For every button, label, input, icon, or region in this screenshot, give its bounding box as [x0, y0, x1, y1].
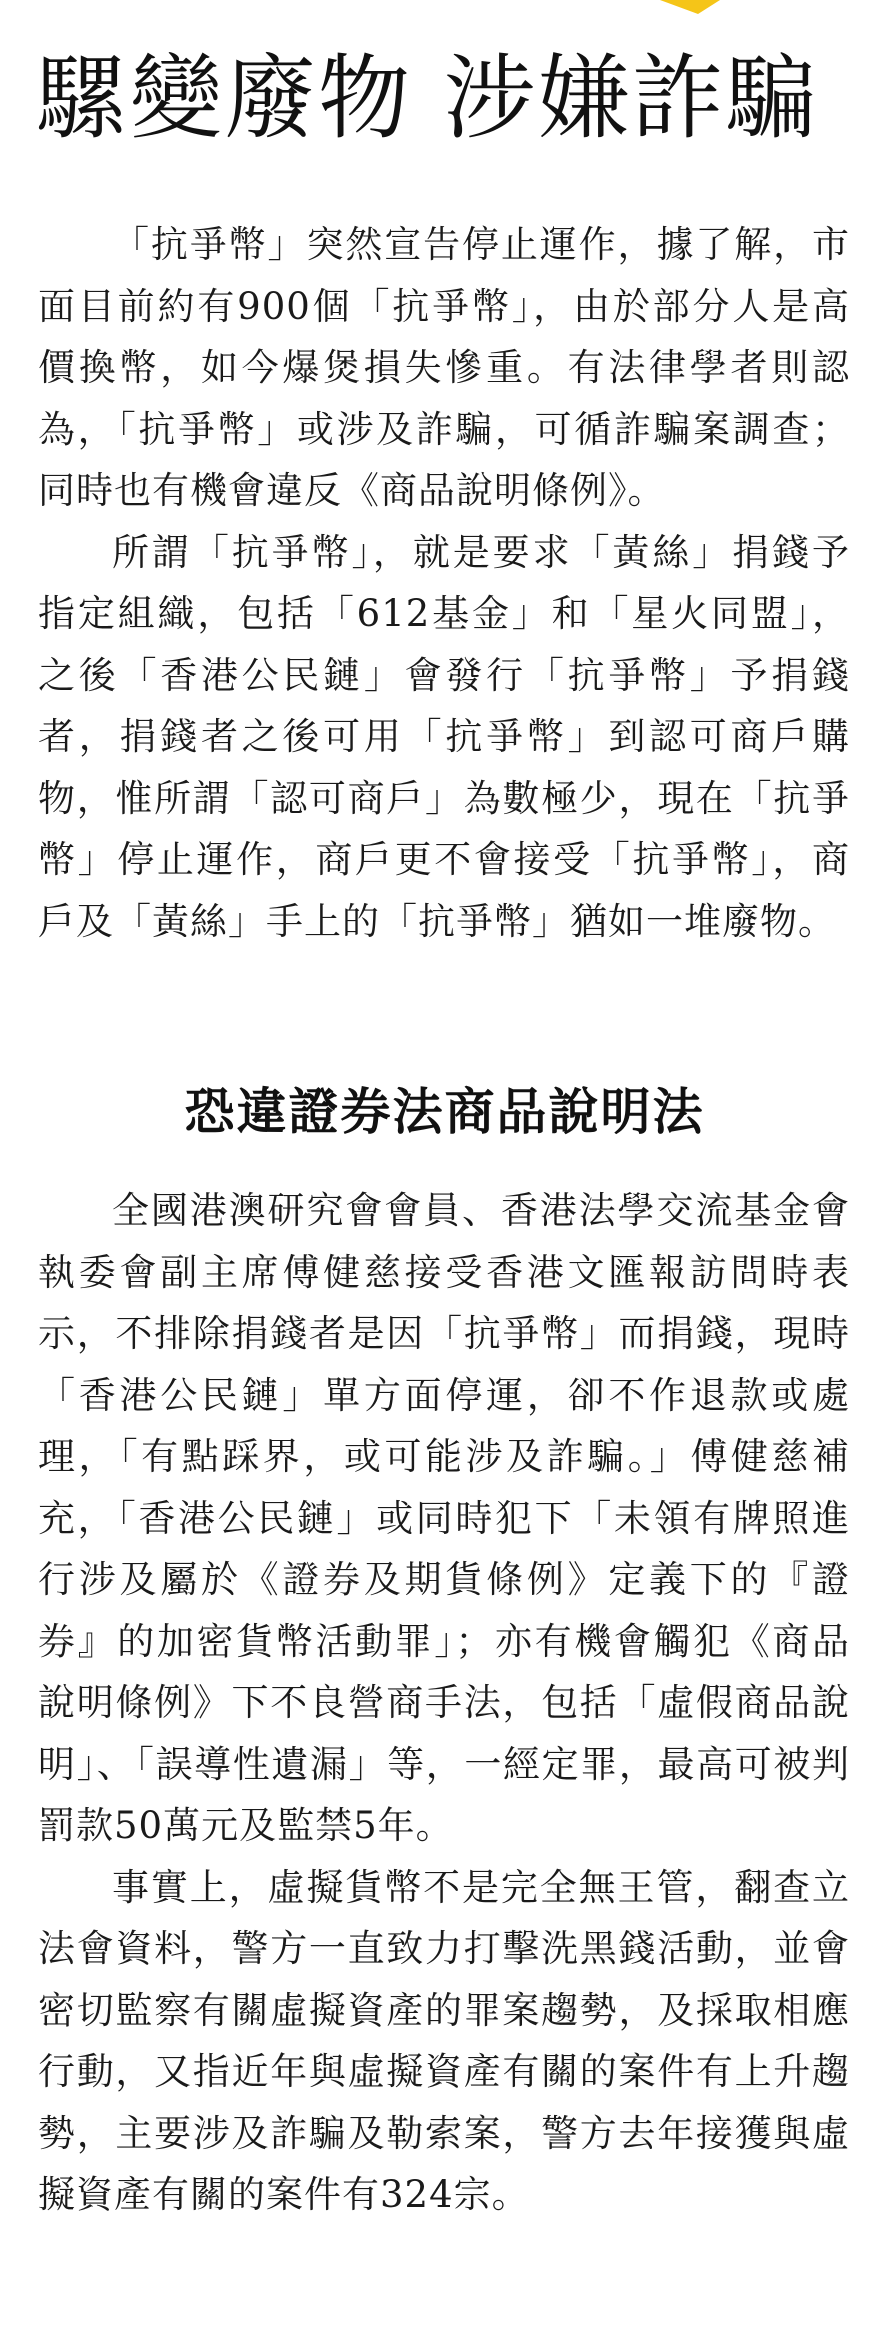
accent-triangle	[660, 0, 720, 14]
article-headline: 騾變廢物 涉嫌詐騙	[36, 45, 820, 152]
article-section-1	[38, 214, 850, 952]
article-subheading: 恐違證券法商品說明法	[184, 1083, 705, 1141]
article-paragraph: 事實上，虛擬貨幣不是完全無王管，翻查立法會資料，警方一直致力打擊洗黑錢活動，並會密切監察有關虛擬資產的罪案趨勢，及採取相應行動，又指近年與虛擬資產有關的案件有上升趨勢，主要涉及詐騙及勒索案，警方去年接獲與虛擬資產有關的案件有324宗。	[38, 1865, 850, 2216]
article-paragraph: 全國港澳研究會會員、香港法學交流基金會執委會副主席傅健慈接受香港文匯報訪問時表示，不排除捐錢者是因「抗爭幣」而捐錢，現時「香港公民鏈」單方面停運，卻不作退款或處理，「有點踩界，或可能涉及詐騙。」傅健慈補充，「香港公民鏈」或同時犯下「未領有牌照進行涉及屬於《證券及期貨條例》定義下的『證券』的加密貨幣活動罪」；亦有機會觸犯《商品說明條例》下不良營商手法，包括「虛假商品說明」、「誤導性遺漏」等，一經定罪，最高可被判罰款50萬元及監禁5年。	[38, 1189, 850, 1847]
article-paragraph: 所謂「抗爭幣」，就是要求「黃絲」捐錢予指定組織，包括「612基金」和「星火同盟」，之後「香港公民鏈」會發行「抗爭幣」予捐錢者，捐錢者之後可用「抗爭幣」到認可商戶購物，惟所謂「認可商戶」為數極少，現在「抗爭幣」停止運作，商戶更不會接受「抗爭幣」，商戶及「黃絲」手上的「抗爭幣」猶如一堆廢物。	[38, 530, 850, 943]
article-paragraph: 「抗爭幣」突然宣告停止運作，據了解，市面目前約有900個「抗爭幣」，由於部分人是高價換幣，如今爆煲損失慘重。有法律學者則認為，「抗爭幣」或涉及詐騙，可循詐騙案調查；同時也有機會違反《商品說明條例》。	[38, 223, 850, 512]
article-section-2	[38, 1180, 850, 2226]
corner-accent-shape	[660, 0, 720, 14]
